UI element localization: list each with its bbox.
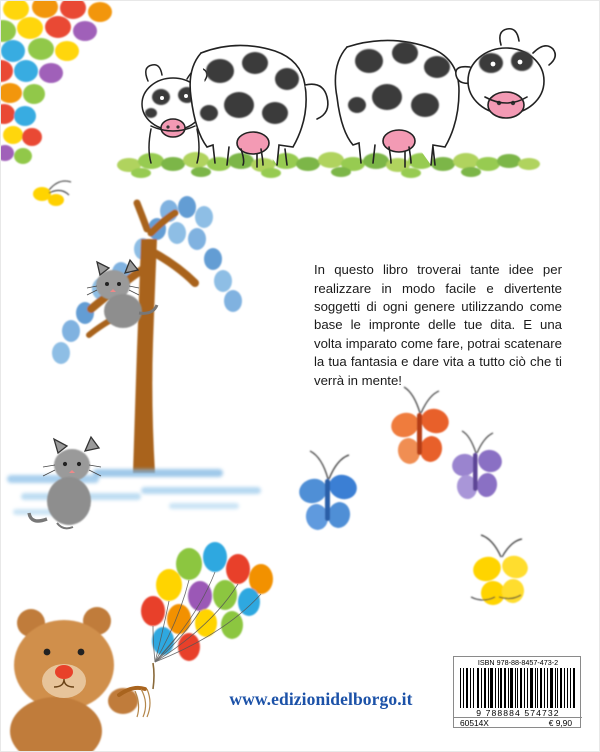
isbn-label: ISBN 978-88-8457-473-2 [477, 658, 559, 667]
butterfly-purple [449, 431, 505, 501]
back-cover-blurb: In questo libro troverai tante idee per realizzare in modo facile e divertente soggetti di ogni genere utilizzando come base le impronte delle tue dita. E una volta imparato come fare, potrai scatenare la tua fantasia e dare vita a tutto ciò che ti verrà in mente! [314, 262, 562, 388]
rainbow-dots-corner [1, 1, 112, 164]
butterfly-yellow-large [470, 535, 531, 607]
barcode-bars [460, 668, 576, 708]
butterfly-blue [296, 451, 360, 532]
butterfly-yellow-small [33, 181, 71, 206]
bear [10, 607, 150, 752]
grass-strip [117, 152, 540, 178]
cow-left-body [190, 45, 328, 167]
tree [52, 196, 242, 473]
water-strokes [7, 469, 261, 515]
balloons [141, 542, 273, 689]
isbn-barcode [453, 656, 581, 728]
price-label: € 9,90 [548, 718, 572, 728]
butterfly-orange [388, 387, 453, 466]
barcode-digits: 9 788884 574732 [476, 708, 560, 718]
cow-right-body [335, 40, 459, 167]
publisher-website-link[interactable]: www.edizionidelborgo.it [229, 689, 413, 709]
product-code: 60514X [460, 718, 489, 728]
cow-right-head [456, 29, 555, 118]
